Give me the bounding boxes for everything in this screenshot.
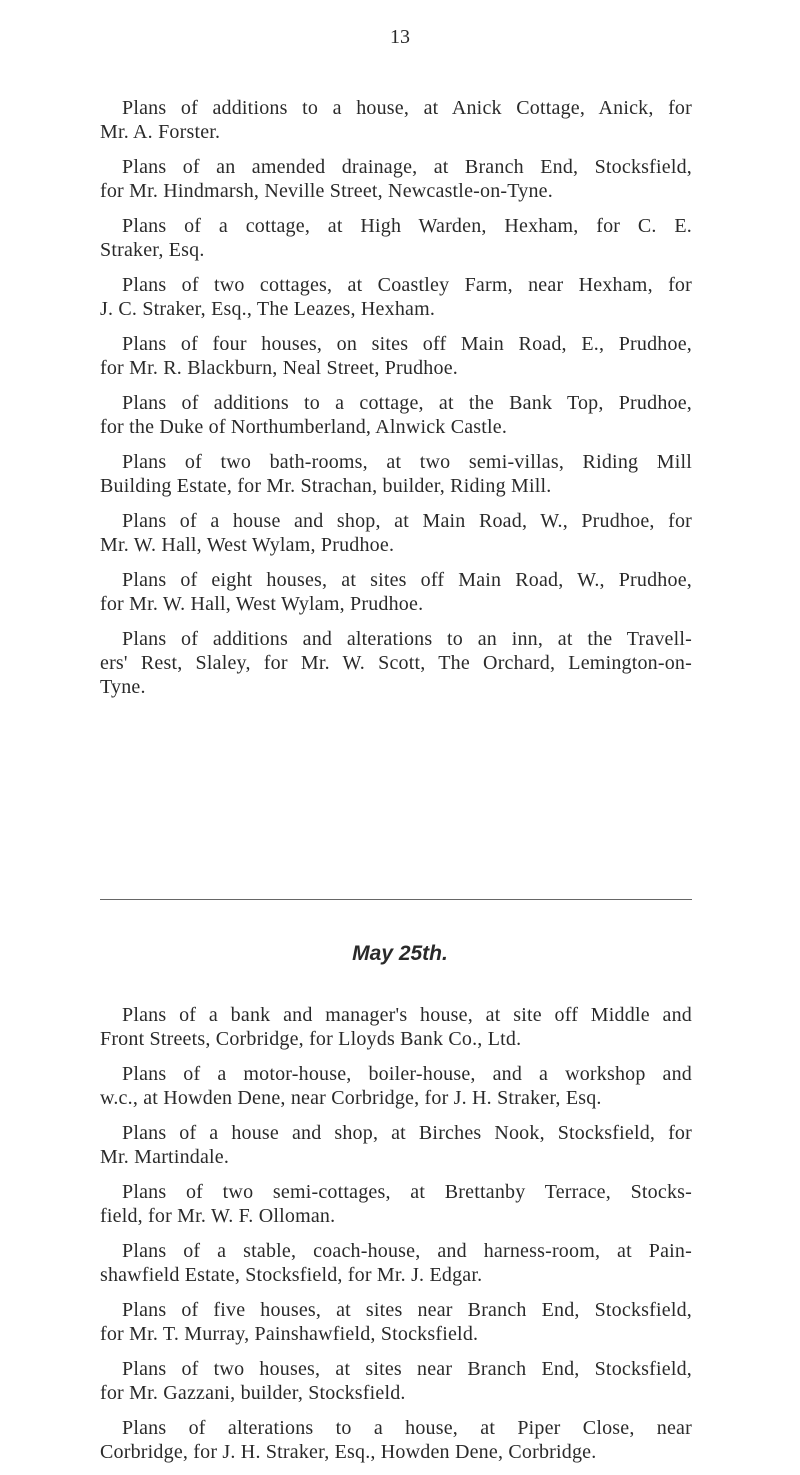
entry-line: for Mr. R. Blackburn, Neal Street, Prudhoe.: [100, 357, 458, 379]
section-divider: [100, 899, 692, 900]
entry: [100, 214, 692, 262]
entry-line: Corbridge, for J. H. Straker, Esq., Howden Dene, Corbridge.: [100, 1441, 597, 1463]
entry-line: Plans of additions to a cottage, at the Bank Top, Prudhoe,: [122, 392, 692, 414]
entries-section-1: [100, 96, 692, 710]
entry-line: field, for Mr. W. F. Olloman.: [100, 1205, 336, 1227]
entry: [100, 155, 692, 203]
entry-line: Front Streets, Corbridge, for Lloyds Bank Co., Ltd.: [100, 1028, 522, 1050]
entry-line: Plans of two semi-cottages, at Brettanby Terrace, Stocks-: [122, 1181, 692, 1203]
entry: [100, 1357, 692, 1405]
entry-line: Plans of alterations to a house, at Piper Close, near: [122, 1417, 692, 1439]
entry-line: Plans of a cottage, at High Warden, Hexham, for C. E.: [122, 215, 692, 237]
entry-line: Plans of eight houses, at sites off Main Road, W., Prudhoe,: [122, 569, 692, 591]
entry-line: for the Duke of Northumberland, Alnwick Castle.: [100, 416, 508, 438]
entry: [100, 1121, 692, 1169]
entry-line: Mr. Martindale.: [100, 1146, 230, 1168]
entries-section-2: [100, 1003, 692, 1475]
entry-line: Straker, Esq.: [100, 239, 205, 261]
entry-line: shawfield Estate, Stocksfield, for Mr. J. Edgar.: [100, 1264, 483, 1286]
entry-line: for Mr. T. Murray, Painshawfield, Stocksfield.: [100, 1323, 479, 1345]
entry: [100, 391, 692, 439]
entry: [100, 1180, 692, 1228]
entry-line: Plans of additions and alterations to an inn, at the Travell-: [122, 628, 692, 650]
entry: [100, 568, 692, 616]
entry: [100, 509, 692, 557]
date-heading: May 25th.: [352, 942, 448, 965]
entry: [100, 273, 692, 321]
entry-line: for Mr. Gazzani, builder, Stocksfield.: [100, 1382, 406, 1404]
entry: [100, 450, 692, 498]
entry: [100, 1062, 692, 1110]
entry-line: Plans of an amended drainage, at Branch End, Stocksfield,: [122, 156, 692, 178]
entry-line: Plans of two houses, at sites near Branch End, Stocksfield,: [122, 1358, 692, 1380]
entry-line: Building Estate, for Mr. Strachan, builder, Riding Mill.: [100, 475, 552, 497]
entry-line: Plans of five houses, at sites near Branch End, Stocksfield,: [122, 1299, 692, 1321]
entry: [100, 627, 692, 699]
entry-line: w.c., at Howden Dene, near Corbridge, for J. H. Straker, Esq.: [100, 1087, 602, 1109]
entry-line: ers' Rest, Slaley, for Mr. W. Scott, The Orchard, Lemington-on-: [100, 652, 692, 674]
entry-line: Tyne.: [100, 676, 146, 698]
entry-line: J. C. Straker, Esq., The Leazes, Hexham.: [100, 298, 436, 320]
entry-line: Plans of a motor-house, boiler-house, and a workshop and: [122, 1063, 692, 1085]
entry: [100, 1298, 692, 1346]
entry-line: Plans of a stable, coach-house, and harness-room, at Pain-: [122, 1240, 692, 1262]
entry: [100, 1239, 692, 1287]
entry-line: Plans of two bath-rooms, at two semi-villas, Riding Mill: [122, 451, 692, 473]
entry-line: Plans of a house and shop, at Main Road, W., Prudhoe, for: [122, 510, 692, 532]
entry: [100, 1416, 692, 1464]
entry-line: Plans of a house and shop, at Birches Nook, Stocksfield, for: [122, 1122, 692, 1144]
entry-line: Mr. A. Forster.: [100, 121, 221, 143]
page-number: 13: [390, 26, 410, 48]
entry: [100, 96, 692, 144]
entry-line: Plans of two cottages, at Coastley Farm, near Hexham, for: [122, 274, 692, 296]
entry: [100, 332, 692, 380]
entry-line: Mr. W. Hall, West Wylam, Prudhoe.: [100, 534, 395, 556]
entry: [100, 1003, 692, 1051]
entry-line: Plans of four houses, on sites off Main Road, E., Prudhoe,: [122, 333, 692, 355]
entry-line: for Mr. Hindmarsh, Neville Street, Newcastle-on-Tyne.: [100, 180, 553, 202]
entry-line: Plans of a bank and manager's house, at site off Middle and: [122, 1004, 692, 1026]
entry-line: for Mr. W. Hall, West Wylam, Prudhoe.: [100, 593, 424, 615]
entry-line: Plans of additions to a house, at Anick Cottage, Anick, for: [122, 97, 692, 119]
